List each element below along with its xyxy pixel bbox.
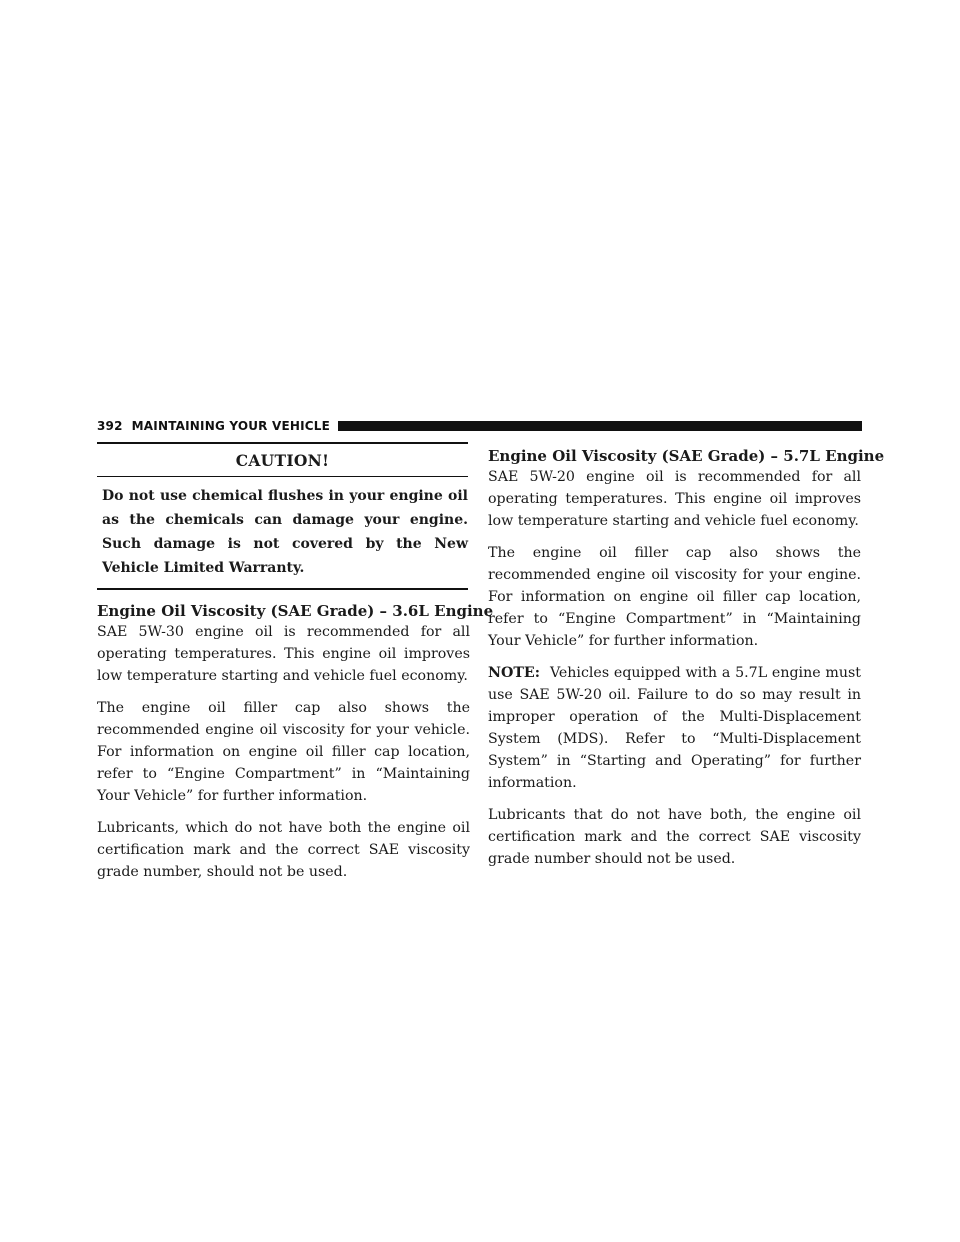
header-rule-bar	[338, 421, 862, 431]
heading-3-6l-engine: Engine Oil Viscosity (SAE Grade) – 3.6L Engine	[97, 602, 494, 620]
paragraph: SAE 5W-20 engine oil is recommended for all operating temperatures. This engine oil improves low temperature starting and vehicle fuel economy.	[488, 469, 861, 529]
paragraph: The engine oil filler cap also shows the recommended engine oil viscosity for your vehicle. For information on engine oil filler cap location, refer to “Engine Compartment” in “Maintaining Your Vehicle” for further information.	[97, 700, 470, 804]
caution-box	[97, 442, 468, 590]
note-paragraph	[488, 662, 861, 794]
note-text: Vehicles equipped with a 5.7L engine must use SAE 5W-20 oil. Failure to do so may result in improper operation of the Multi-Displacement System (MDS). Refer to “Multi-Displacement System” in “Starting and Operating” for further information.	[488, 665, 861, 791]
page-header	[97, 418, 862, 434]
caution-body: Do not use chemical flushes in your engine oil as the chemicals can damage your engine. Such damage is not covered by the New Vehicle Limited Warranty.	[102, 488, 468, 576]
paragraph: The engine oil filler cap also shows the recommended engine oil viscosity for your engine. For information on engine oil filler cap location, refer to “Engine Compartment” in “Maintaining Your Vehicle” for further information.	[488, 545, 861, 649]
section-title: MAINTAINING YOUR VEHICLE	[131, 419, 331, 433]
caution-title: CAUTION!	[97, 444, 468, 477]
paragraph: SAE 5W-30 engine oil is recommended for all operating temperatures. This engine oil improves low temperature starting and vehicle fuel economy.	[97, 624, 470, 684]
paragraph: Lubricants that do not have both, the engine oil certification mark and the correct SAE viscosity grade number should not be used.	[488, 807, 861, 867]
heading-5-7l-engine: Engine Oil Viscosity (SAE Grade) – 5.7L Engine	[488, 447, 885, 465]
left-column	[97, 442, 494, 893]
paragraph: Lubricants, which do not have both the engine oil certification mark and the correct SAE viscosity grade number, should not be used.	[97, 820, 470, 880]
right-column	[488, 446, 885, 880]
page-number: 392	[97, 419, 123, 433]
note-label: NOTE:	[488, 665, 540, 681]
